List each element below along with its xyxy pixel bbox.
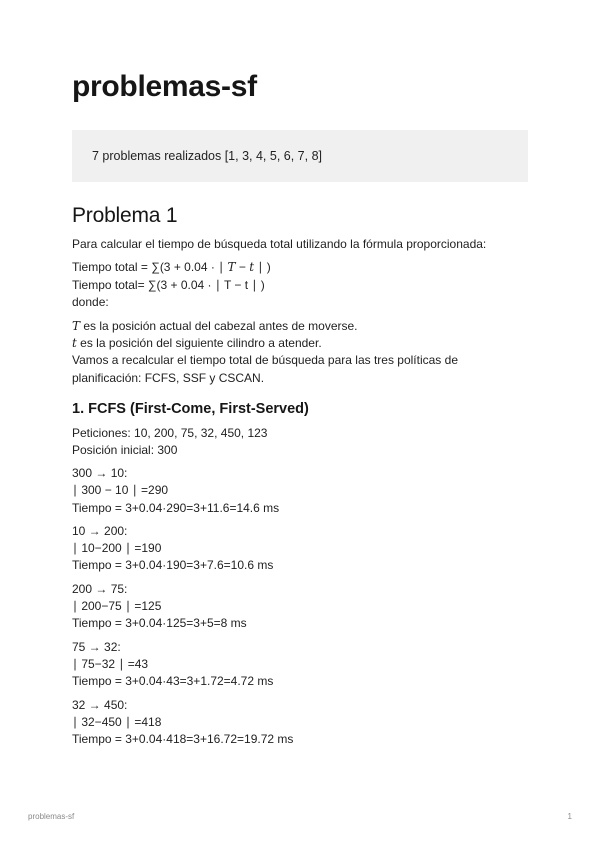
step-5-move: 32 → 450:	[72, 698, 128, 712]
definition-t-symbol: t	[72, 336, 77, 350]
summary-callout	[72, 130, 528, 182]
formula-1-end: ∣ )	[254, 260, 271, 274]
definition-T-symbol: T	[72, 319, 81, 333]
step-1-move: 300 → 10:	[72, 466, 128, 480]
definition-T	[72, 318, 358, 334]
formula-line-2: Tiempo total= ∑(3 + 0.04 · ∣ T − t ∣ )	[72, 278, 265, 292]
step-2-time: Tiempo = 3+0.04·190=3+7.6=10.6 ms	[72, 558, 274, 572]
step-5-diff: ∣ 32−450 ∣ =418	[72, 715, 162, 729]
footer-page-number: 1	[567, 812, 572, 821]
step-2-move: 10 → 200:	[72, 524, 128, 538]
formula-line-1	[72, 259, 271, 275]
step-5-time: Tiempo = 3+0.04·418=3+16.72=19.72 ms	[72, 732, 294, 746]
definition-t	[72, 335, 322, 351]
problem-1-heading: Problema 1	[72, 204, 178, 227]
step-4-time: Tiempo = 3+0.04·43=3+1.72=4.72 ms	[72, 674, 274, 688]
problem-1-intro: Para calcular el tiempo de búsqueda total utilizando la fórmula proporcionada:	[72, 237, 487, 251]
step-3-time: Tiempo = 3+0.04·125=3+5=8 ms	[72, 616, 247, 630]
fcfs-peticiones: Peticiones: 10, 200, 75, 32, 450, 123	[72, 426, 268, 440]
fcfs-heading: 1. FCFS (First-Come, First-Served)	[72, 401, 309, 417]
definition-t-text: es la posición del siguiente cilindro a atender.	[76, 336, 322, 350]
step-4-move: 75 → 32:	[72, 640, 121, 654]
donde-label: donde:	[72, 295, 109, 309]
summary-text: 7 problemas realizados [1, 3, 4, 5, 6, 7, 8]	[92, 149, 322, 163]
document-title: problemas-sf	[72, 70, 257, 103]
step-4-diff: ∣ 75−32 ∣ =43	[72, 657, 149, 671]
step-1-time: Tiempo = 3+0.04·290=3+11.6=14.6 ms	[72, 501, 280, 515]
footer-document-name: problemas-sf	[28, 812, 75, 821]
definition-T-text: es la posición actual del cabezal antes de moverse.	[80, 319, 358, 333]
step-3-diff: ∣ 200−75 ∣ =125	[72, 599, 162, 613]
step-3-move: 200 → 75:	[72, 582, 128, 596]
formula-1-T: T	[227, 260, 236, 274]
recalc-line-2: planificación: FCFS, SSF y CSCAN.	[72, 371, 265, 385]
formula-1-minus: −	[235, 260, 250, 274]
formula-1-prefix: Tiempo total = ∑(3 + 0.04 · ∣	[72, 260, 228, 274]
formula-1-t: t	[249, 260, 255, 274]
fcfs-posicion-inicial: Posición inicial: 300	[72, 443, 178, 457]
step-2-diff: ∣ 10−200 ∣ =190	[72, 541, 162, 555]
step-1-diff: ∣ 300 − 10 ∣ =290	[72, 483, 169, 497]
recalc-line-1: Vamos a recalcular el tiempo total de búsqueda para las tres políticas de	[72, 353, 458, 367]
